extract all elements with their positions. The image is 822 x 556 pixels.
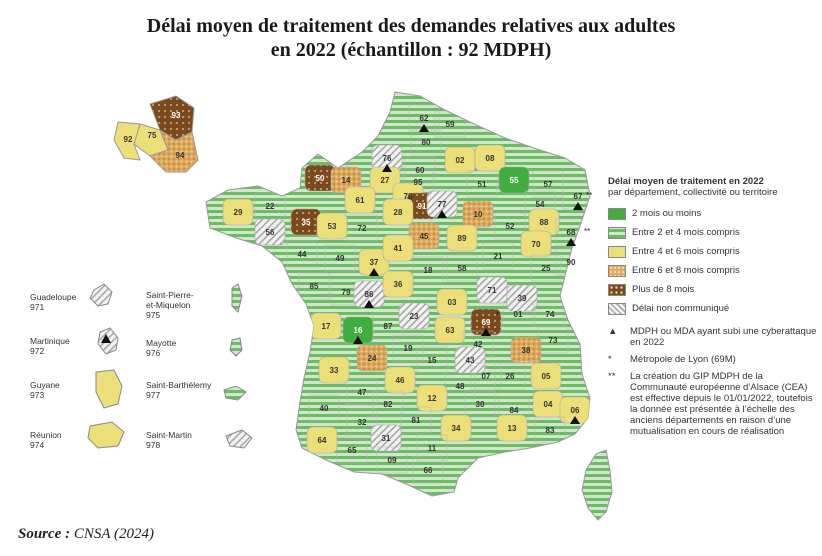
dept-label-24: 24 bbox=[367, 354, 377, 363]
dept-label-08: 08 bbox=[485, 154, 495, 163]
dept-label-79: 79 bbox=[341, 288, 351, 297]
dept-label-50: 50 bbox=[315, 174, 325, 183]
dept-label-25: 25 bbox=[541, 264, 551, 273]
dept-label-53: 53 bbox=[327, 222, 337, 231]
dept-label-84: 84 bbox=[509, 406, 519, 415]
idf-label-93: 93 bbox=[171, 111, 181, 120]
dept-label-76: 76 bbox=[382, 154, 392, 163]
legend-subheader: par département, collectivité ou territoire bbox=[608, 187, 778, 198]
legend-item-green: 2 mois ou moins bbox=[608, 204, 818, 223]
legend-note-alsace: ** La création du GIP MDPH de la Communauté européenne d’Alsace (CEA) est effective depuis le 01/01/2022, toutefois la donnée est présentée à l’échelle des anciens départements en raison d’une mutualisation en cours de réalisation bbox=[608, 371, 813, 437]
dept-label-21: 21 bbox=[493, 252, 503, 261]
legend-note-lyon: * Métropole de Lyon (69M) bbox=[608, 354, 736, 365]
dept-label-51: 51 bbox=[477, 180, 487, 189]
label-guadeloupe: Guadeloupe 971 bbox=[30, 292, 77, 312]
dept-label-05: 05 bbox=[541, 372, 551, 381]
dept-label-19: 19 bbox=[403, 344, 413, 353]
dept-label-27: 27 bbox=[380, 176, 390, 185]
dept-label-78: 78 bbox=[403, 192, 413, 201]
legend-item-stripe: Entre 2 et 4 mois compris bbox=[608, 223, 818, 242]
dept-label-36: 36 bbox=[393, 280, 403, 289]
idf-label-75: 75 bbox=[147, 131, 157, 140]
idf-inset bbox=[114, 96, 198, 172]
dept-label-37: 37 bbox=[369, 258, 379, 267]
dept-label-30: 30 bbox=[475, 400, 485, 409]
dept-label-86: 86 bbox=[364, 290, 374, 299]
swatch-grey bbox=[608, 303, 626, 315]
dept-label-58: 58 bbox=[457, 264, 467, 273]
dept-label-31: 31 bbox=[381, 434, 391, 443]
dept-label-63: 63 bbox=[445, 326, 455, 335]
dept-label-82: 82 bbox=[383, 400, 393, 409]
dept-label-28: 28 bbox=[393, 208, 403, 217]
dept-label-52: 52 bbox=[505, 222, 515, 231]
swatch-stripe bbox=[608, 227, 626, 239]
corsica bbox=[582, 450, 612, 520]
dept-label-71: 71 bbox=[487, 286, 497, 295]
dept-label-10: 10 bbox=[473, 210, 483, 219]
mainland-france bbox=[206, 92, 612, 499]
dept-label-95: 95 bbox=[413, 178, 423, 187]
dept-label-04: 04 bbox=[543, 400, 553, 409]
dept-label-56: 56 bbox=[265, 228, 275, 237]
guyane-shape bbox=[96, 370, 122, 408]
title-line-2: en 2022 (échantillon : 92 MDPH) bbox=[270, 39, 552, 61]
dept-label-77: 77 bbox=[437, 200, 447, 209]
label-reunion: Réunion 974 bbox=[30, 430, 62, 450]
dept-label-91: 91 bbox=[417, 202, 427, 211]
legend-header: Délai moyen de traitement en 2022 bbox=[608, 176, 764, 187]
swatch-orange bbox=[608, 265, 626, 277]
dept-label-81: 81 bbox=[411, 416, 421, 425]
label-stbarth: Saint-Barthélemy 977 bbox=[146, 380, 212, 400]
dept-label-83: 83 bbox=[545, 426, 555, 435]
swatch-brown bbox=[608, 284, 626, 296]
dept-label-43: 43 bbox=[465, 356, 475, 365]
label-stmartin: Saint-Martin 978 bbox=[146, 430, 192, 450]
legend-item-orange: Entre 6 et 8 mois compris bbox=[608, 261, 818, 280]
dept-label-39: 39 bbox=[517, 294, 527, 303]
dept-label-11: 11 bbox=[427, 444, 437, 453]
spm-shape bbox=[232, 284, 242, 312]
dept-label-67: 67 bbox=[573, 192, 583, 201]
dept-label-68: 68 bbox=[566, 228, 576, 237]
dept-label-17: 17 bbox=[321, 322, 331, 331]
dept-label-72: 72 bbox=[357, 224, 367, 233]
dept-label-70: 70 bbox=[531, 240, 541, 249]
dept-label-33: 33 bbox=[329, 366, 339, 375]
legend-item-grey: Délai non communiqué bbox=[608, 299, 818, 318]
dept-label-01: 01 bbox=[513, 310, 523, 319]
dept-label-54: 54 bbox=[535, 200, 545, 209]
dept-label-32: 32 bbox=[357, 418, 367, 427]
dept-label-88: 88 bbox=[539, 218, 549, 227]
dept-label-42: 42 bbox=[473, 340, 483, 349]
idf-label-92: 92 bbox=[123, 135, 133, 144]
guadeloupe-shape bbox=[90, 284, 112, 306]
dept-label-74: 74 bbox=[545, 310, 555, 319]
dept-label-65: 65 bbox=[347, 446, 357, 455]
legend-note-cyberattack: ▲ MDPH ou MDA ayant subi une cyberattaque en 2022 bbox=[608, 326, 817, 348]
dept-label-57: 57 bbox=[543, 180, 553, 189]
dept-label-02: 02 bbox=[455, 156, 465, 165]
dept-label-15: 15 bbox=[427, 356, 437, 365]
dept-label-48: 48 bbox=[455, 382, 465, 391]
triangle-icon: ▲ bbox=[608, 326, 618, 337]
dept-label-40: 40 bbox=[319, 404, 329, 413]
dept-label-55: 55 bbox=[509, 176, 519, 185]
dept-label-14: 14 bbox=[341, 176, 351, 185]
dept-label-66: 66 bbox=[423, 466, 433, 475]
dept-label-12: 12 bbox=[427, 394, 437, 403]
reunion-shape bbox=[88, 422, 124, 448]
dept-label-73: 73 bbox=[548, 336, 558, 345]
dept-label-06: 06 bbox=[570, 406, 580, 415]
dept-label-87: 87 bbox=[383, 322, 393, 331]
dept-label-49: 49 bbox=[335, 254, 345, 263]
dept-label-03: 03 bbox=[447, 298, 457, 307]
dept-label-44: 44 bbox=[297, 250, 307, 259]
dept-label-29: 29 bbox=[233, 208, 243, 217]
label-mayotte: Mayotte 976 bbox=[146, 338, 177, 358]
dept-label-34: 34 bbox=[451, 424, 461, 433]
label-guyane: Guyane 973 bbox=[30, 380, 60, 400]
dept-label-45: 45 bbox=[419, 232, 429, 241]
dept-label-85: 85 bbox=[309, 282, 319, 291]
alsace-star-label: ** bbox=[584, 227, 591, 236]
label-martinique: Martinique 972 bbox=[30, 336, 70, 356]
swatch-green bbox=[608, 208, 626, 220]
mayotte-shape bbox=[230, 338, 242, 356]
map-legend bbox=[608, 176, 818, 437]
dept-label-07: 07 bbox=[481, 372, 491, 381]
legend-item-yellow: Entre 4 et 6 mois compris bbox=[608, 242, 818, 261]
dept-label-23: 23 bbox=[409, 312, 419, 321]
dept-label-69: 69 bbox=[481, 318, 491, 327]
dept-label-59: 59 bbox=[445, 120, 455, 129]
dept-label-13: 13 bbox=[507, 424, 517, 433]
idf-label-94: 94 bbox=[175, 151, 185, 160]
label-spm: Saint-Pierre- et-Miquelon 975 bbox=[146, 290, 194, 320]
stbarth-shape bbox=[224, 386, 246, 400]
dept-label-22: 22 bbox=[265, 202, 275, 211]
dept-label-62: 62 bbox=[419, 114, 429, 123]
dept-label-18: 18 bbox=[423, 266, 433, 275]
dept-label-26: 26 bbox=[505, 372, 515, 381]
dept-label-89: 89 bbox=[457, 234, 467, 243]
legend-item-brown: Plus de 8 mois bbox=[608, 280, 818, 299]
dept-label-80: 80 bbox=[421, 138, 431, 147]
dept-label-41: 41 bbox=[393, 244, 403, 253]
title-line-1: Délai moyen de traitement des demandes relatives aux adultes bbox=[146, 15, 676, 37]
source-note: Source : CNSA (2024) bbox=[18, 526, 154, 542]
dept-label-35: 35 bbox=[301, 218, 311, 227]
dept-label-47: 47 bbox=[357, 388, 367, 397]
corsica-shape bbox=[582, 450, 612, 520]
alsace-star-label-67: ** bbox=[586, 191, 593, 200]
dept-label-60: 60 bbox=[415, 166, 425, 175]
lyon-star-label: * bbox=[496, 310, 500, 320]
stmartin-shape bbox=[226, 430, 252, 448]
dept-label-46: 46 bbox=[395, 376, 405, 385]
dept-label-61: 61 bbox=[355, 196, 365, 205]
dept-label-16: 16 bbox=[353, 326, 363, 335]
dept-label-09: 09 bbox=[387, 456, 397, 465]
dept-label-90: 90 bbox=[566, 258, 576, 267]
dept-label-38: 38 bbox=[521, 346, 531, 355]
dept-label-64: 64 bbox=[317, 436, 327, 445]
swatch-yellow bbox=[608, 246, 626, 258]
